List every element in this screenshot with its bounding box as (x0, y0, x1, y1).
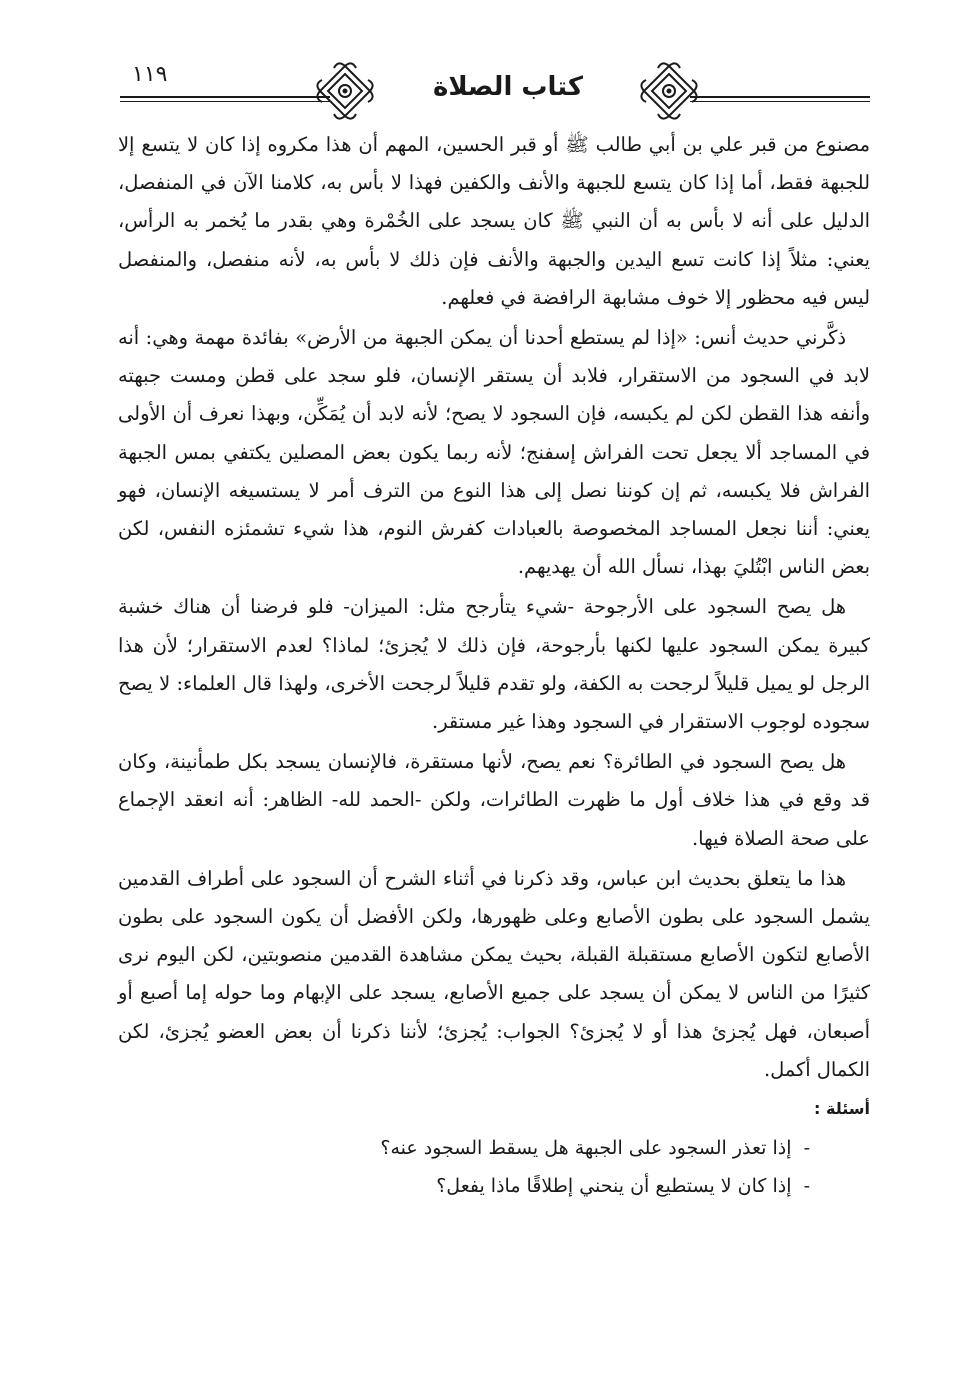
page-header (120, 58, 870, 122)
question-text: إذا كان لا يستطيع أن ينحني إطلاقًا ماذا يفعل؟ (436, 1175, 792, 1198)
paragraph: هل يصح السجود على الأرجوحة -شيء يتأرجح مثل: الميزان- فلو فرضنا أن هناك خشبة كبيرة يمكن السجود عليها لكنها بأرجوحة، فإن ذلك لا يُجزئ؛ لماذا؟ لعدم الاستقرار؛ لأن هذا الرجل لو يميل قليلاً لرجحت به الكفة، ولو تقدم قليلاً لرجحت الأخرى، ولهذا قال العلماء: لا يصح سجوده لوجوب الاستقرار في السجود وهذا غير مستقر. (118, 595, 870, 734)
question-dash: - (803, 1175, 810, 1198)
page-number: ١١٩ (132, 62, 168, 87)
paragraph: مصنوع من قبر علي بن أبي طالب ﷺ أو قبر الحسين، المهم أن هذا مكروه إذا كان لا يتسع إلا للجبهة فقط، أما إذا كان يتسع للجبهة والأنف والكفين فهذا لا بأس به، كلامنا الآن في المنفصل، الدليل على أنه لا بأس به أن النبي ﷺ كان يسجد على الخُمْرة وهي بقدر ما يُخمر به الرأس، يعني: مثلاً إذا كانت تسع اليدين والجبهة والأنف فإن ذلك لا بأس به، لأنه منفصل، والمنفصل ليس فيه محظور إلا خوف مشابهة الرافضة في فعلهم. (118, 133, 870, 309)
header-rule-left (120, 96, 330, 98)
ornament-icon (316, 62, 374, 120)
question-text: إذا تعذر السجود على الجبهة هل يسقط السجود عنه؟ (380, 1137, 792, 1160)
paragraph: ذكَّرني حديث أنس: «إذا لم يستطع أحدنا أن يمكن الجبهة من الأرض» بفائدة مهمة وهي: أنه لابد في السجود من الاستقرار، فلابد أن يستقر الإنسان، فلو سجد على قطن ومست جبهته وأنفه هذا القطن لكن لم يكبسه، فإن السجود لا يصح؛ لأنه لابد أن يُمَكِّن، وبهذا نعرف أن الأولى في المساجد ألا يجعل تحت الفراش إسفنج؛ لأنه ربما يكون بعض المصلين يكتفي بمس الجبهة الفراش فلا يكبسه، ثم إن كوننا نصل إلى هذا النوع من الترف أمر لا يستسيغه الإنسان، فهو يعني: أننا نجعل المساجد المخصوصة بالعبادات كفرش النوم، هذا شيء تشمئزه النفس، لكن بعض الناس ابْتُليَ بهذا، نسأل الله أن يهديهم. (118, 326, 870, 579)
ornament-icon (640, 62, 698, 120)
book-title: كتاب الصلاة (432, 72, 584, 102)
question-item (118, 1129, 870, 1167)
header-rule-right (690, 96, 870, 98)
question-item (118, 1167, 870, 1205)
page-body (118, 126, 870, 1205)
paragraph: هل يصح السجود في الطائرة؟ نعم يصح، لأنها مستقرة، فالإنسان يسجد بكل طمأنينة، وكان قد وقع في هذا خلاف أول ما ظهرت الطائرات، ولكن -الحمد لله- الظاهر: أنه انعقد الإجماع على صحة الصلاة فيها. (118, 750, 870, 850)
questions-heading: أسئلة : (814, 1099, 870, 1119)
question-dash: - (803, 1137, 810, 1160)
paragraph: هذا ما يتعلق بحديث ابن عباس، وقد ذكرنا في أثناء الشرح أن السجود على أطراف القدمين يشمل السجود على بطون الأصابع وعلى ظهورها، ولكن الأفضل أن يكون السجود على بطون الأصابع لتكون الأصابع مستقبلة القبلة، بحيث يمكن مشاهدة القدمين منصوبتين، لكن اليوم نرى كثيرًا من الناس لا يمكن أن يسجد على جميع الأصابع، يسجد على الإبهام وما حوله إما أصبع أو أصبعان، فهل يُجزئ هذا أو لا يُجزئ؟ الجواب: يُجزئ؛ لأننا ذكرنا أن بعض العضو يُجزئ، لكن الكمال أكمل. (118, 866, 870, 1081)
